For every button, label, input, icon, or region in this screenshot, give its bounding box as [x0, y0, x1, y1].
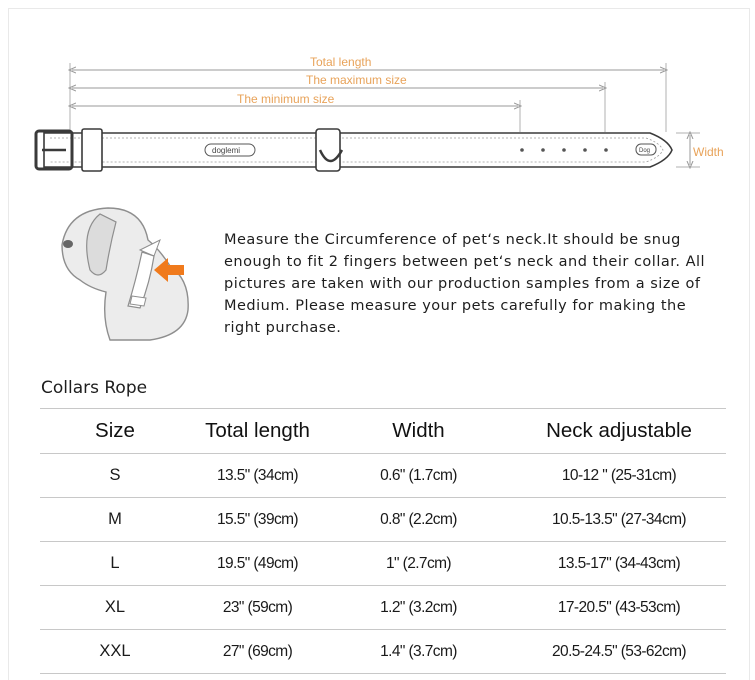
cell-total-length: 23" (59cm) [190, 586, 325, 630]
size-chart-table [40, 408, 726, 674]
section-title: Collars Rope [41, 378, 148, 398]
table-row [40, 454, 726, 498]
cell-size: XXL [40, 630, 190, 674]
header-size: Size [40, 409, 190, 454]
tip-text: Dog [639, 148, 651, 154]
cell-width: 0.6" (1.7cm) [325, 454, 512, 498]
header-neck-adjustable: Neck adjustable [512, 409, 726, 454]
cell-width: 0.8" (2.2cm) [325, 498, 512, 542]
cell-width: 1" (2.7cm) [325, 542, 512, 586]
cell-size: S [40, 454, 190, 498]
table-row [40, 498, 726, 542]
total-length-label: Total length [310, 55, 372, 69]
cell-total-length: 19.5" (49cm) [190, 542, 325, 586]
dog-neck-measure-illustration [50, 200, 200, 345]
cell-neck: 10.5-13.5" (27-34cm) [512, 498, 726, 542]
header-width: Width [325, 409, 512, 454]
cell-total-length: 27" (69cm) [190, 630, 325, 674]
hole-2 [541, 148, 545, 152]
table-row [40, 630, 726, 674]
cell-size: L [40, 542, 190, 586]
collar-diagram [0, 0, 755, 200]
min-size-label: The minimum size [237, 92, 335, 106]
table-row [40, 586, 726, 630]
max-size-label: The maximum size [306, 73, 407, 87]
table-row [40, 542, 726, 586]
brand-text: doglemi [212, 146, 241, 155]
measurement-instructions: Measure the Circumference of pet‘s neck.It should be snug enough to fit 2 fingers between pet‘s neck and their collar. All pictures are taken with our production samples from a size of Medium. Please measure your pets carefully for making the right purchase. [224, 232, 706, 336]
cell-width: 1.4" (3.7cm) [325, 630, 512, 674]
cell-neck: 10-12 " (25-31cm) [512, 454, 726, 498]
cell-total-length: 13.5" (34cm) [190, 454, 325, 498]
hole-1 [520, 148, 524, 152]
hole-5 [604, 148, 608, 152]
cell-neck: 13.5-17" (34-43cm) [512, 542, 726, 586]
table-header-row [40, 409, 726, 454]
width-label: Width [693, 145, 724, 159]
hole-3 [562, 148, 566, 152]
header-total-length: Total length [190, 409, 325, 454]
d-ring-mount [316, 129, 340, 171]
keeper-loop [82, 129, 102, 171]
cell-size: M [40, 498, 190, 542]
cell-total-length: 15.5" (39cm) [190, 498, 325, 542]
hole-4 [583, 148, 587, 152]
cell-neck: 17-20.5" (43-53cm) [512, 586, 726, 630]
cell-width: 1.2" (3.2cm) [325, 586, 512, 630]
cell-neck: 20.5-24.5" (53-62cm) [512, 630, 726, 674]
cell-size: XL [40, 586, 190, 630]
